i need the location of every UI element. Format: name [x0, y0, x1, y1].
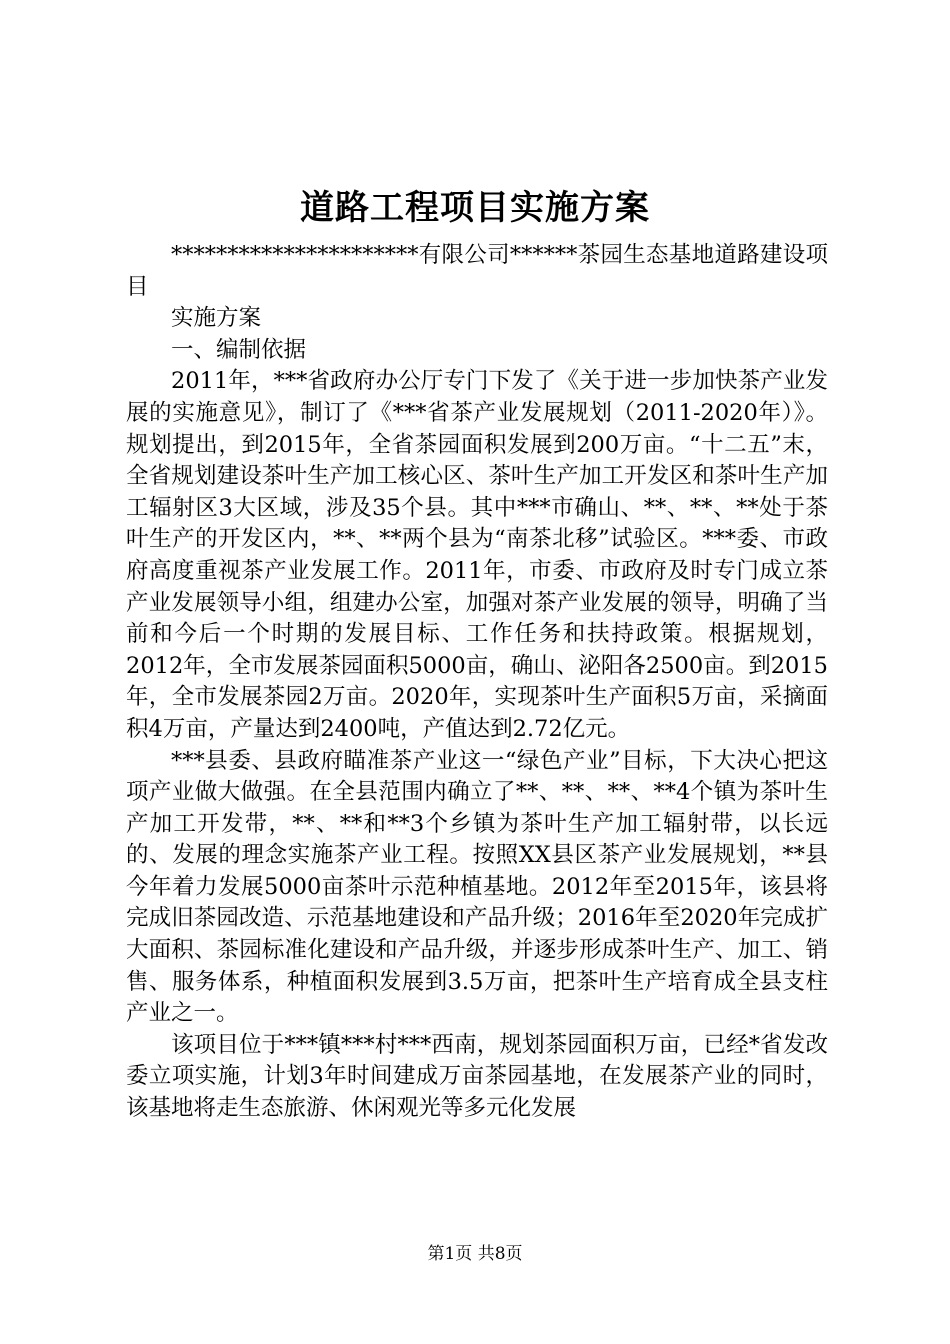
subtitle-paragraph: 实施方案	[171, 305, 262, 332]
document-title: 道路工程项目实施方案	[300, 188, 650, 228]
body-paragraph: 该项目位于***镇***村***西南，规划茶园面积万亩，已经*省发改委立项实施，计划3年时间建成万亩茶园基地，在发展茶产业的同时，该基地将走生态旅游、休闲观光等多元化发展	[126, 1031, 828, 1122]
section-heading: 一、编制依据	[171, 336, 307, 363]
page-footer: 第1页 共8页	[427, 1244, 523, 1264]
body-paragraph: 2011年，***省政府办公厅专门下发了《关于进一步加快茶产业发展的实施意见》，制订了《***省茶产业发展规划（2011-2020年）》。规划提出，到2015年，全省茶园面积发展到200万亩。“十二五”末，全省规划建设茶叶生产加工核心区、茶叶生产加工开发区和茶叶生产加工辐射区3大区域，涉及35个县。其中***市确山、**、**、**处于茶叶生产的开发区内，**、**两个县为“南茶北移”试验区。***委、市政府高度重视茶产业发展工作。2011年，市委、市政府及时专门成立茶产业发展领导小组，组建办公室，加强对茶产业发展的领导，明确了当前和今后一个时期的发展目标、工作任务和扶持政策。根据规划，2012年，全市发展茶园面积5000亩，确山、泌阳各2500亩。到2015年，全市发展茶园2万亩。2020年，实现茶叶生产面积5万亩，采摘面积4万亩，产量达到2400吨，产值达到2.72亿元。	[126, 368, 828, 742]
body-paragraph: ***县委、县政府瞄准茶产业这一“绿色产业”目标，下大决心把这项产业做大做强。在全县范围内确立了**、**、**、**4个镇为茶叶生产加工开发带，**、**和**3个乡镇为茶叶生产加工辐射带，以长远的、发展的理念实施茶产业工程。按照XX县区茶产业发展规划，**县今年着力发展5000亩茶叶示范种植基地。2012年至2015年，该县将完成旧茶园改造、示范基地建设和产品升级；2016年至2020年完成扩大面积、茶园标准化建设和产品升级，并逐步形成茶叶生产、加工、销售、服务体系，种植面积发展到3.5万亩，把茶叶生产培育成全县支柱产业之一。	[126, 747, 828, 1027]
project-name-paragraph: **********************有限公司******茶园生态基地道路建设项目	[126, 242, 828, 300]
document-body	[126, 240, 828, 1125]
